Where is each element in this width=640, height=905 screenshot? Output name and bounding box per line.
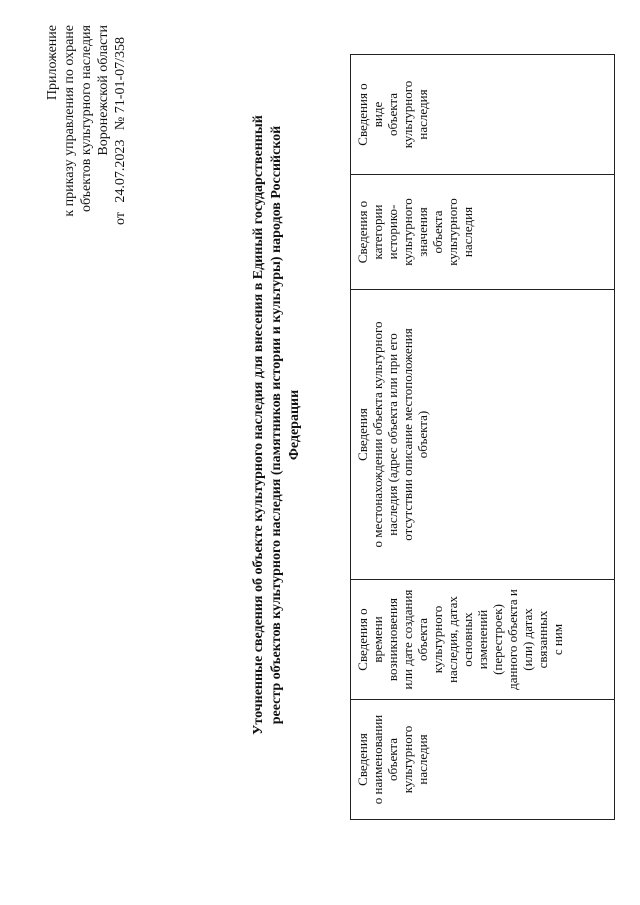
header-cell-category: Сведения о категории историко- культурного значения объекта культурного наследия xyxy=(351,175,615,290)
header-cell-type: Сведения о виде объекта культурного наследия xyxy=(351,55,615,175)
header-cell-name: Сведения о наименовании объекта культурного наследия xyxy=(351,700,615,820)
table-header-row xyxy=(351,55,615,820)
order-issuer-line: объектов культурного наследия xyxy=(79,25,94,213)
header-cell-dates: Сведения о времени возникновения или дате создания объекта культурного наследия, датах основных изменений (перестроек) данного объекта и (или) датах связанных с ним xyxy=(351,580,615,700)
header-cell-location: Сведения о местонахождении объекта культурного наследия (адрес объекта или при его отсутствии описание местоположения объекта) xyxy=(351,290,615,580)
order-number: № 71-01-07/358 xyxy=(113,36,128,131)
order-date-line xyxy=(112,25,129,225)
order-date: 24.07.2023 xyxy=(113,139,128,203)
approval-block xyxy=(44,25,129,225)
document-title: Уточненные сведения об объекте культурного наследия для внесения в Единый государственный реестр объектов культурного наследия (памятников истории и культуры) народов Российской Федерации xyxy=(251,115,302,735)
appendix-label: Приложение xyxy=(45,25,60,101)
order-issuer-line: к приказу управления по охране xyxy=(62,25,77,217)
date-prefix: от xyxy=(113,212,128,225)
order-region-line: Воронежской области xyxy=(96,25,111,156)
register-table xyxy=(350,54,615,820)
